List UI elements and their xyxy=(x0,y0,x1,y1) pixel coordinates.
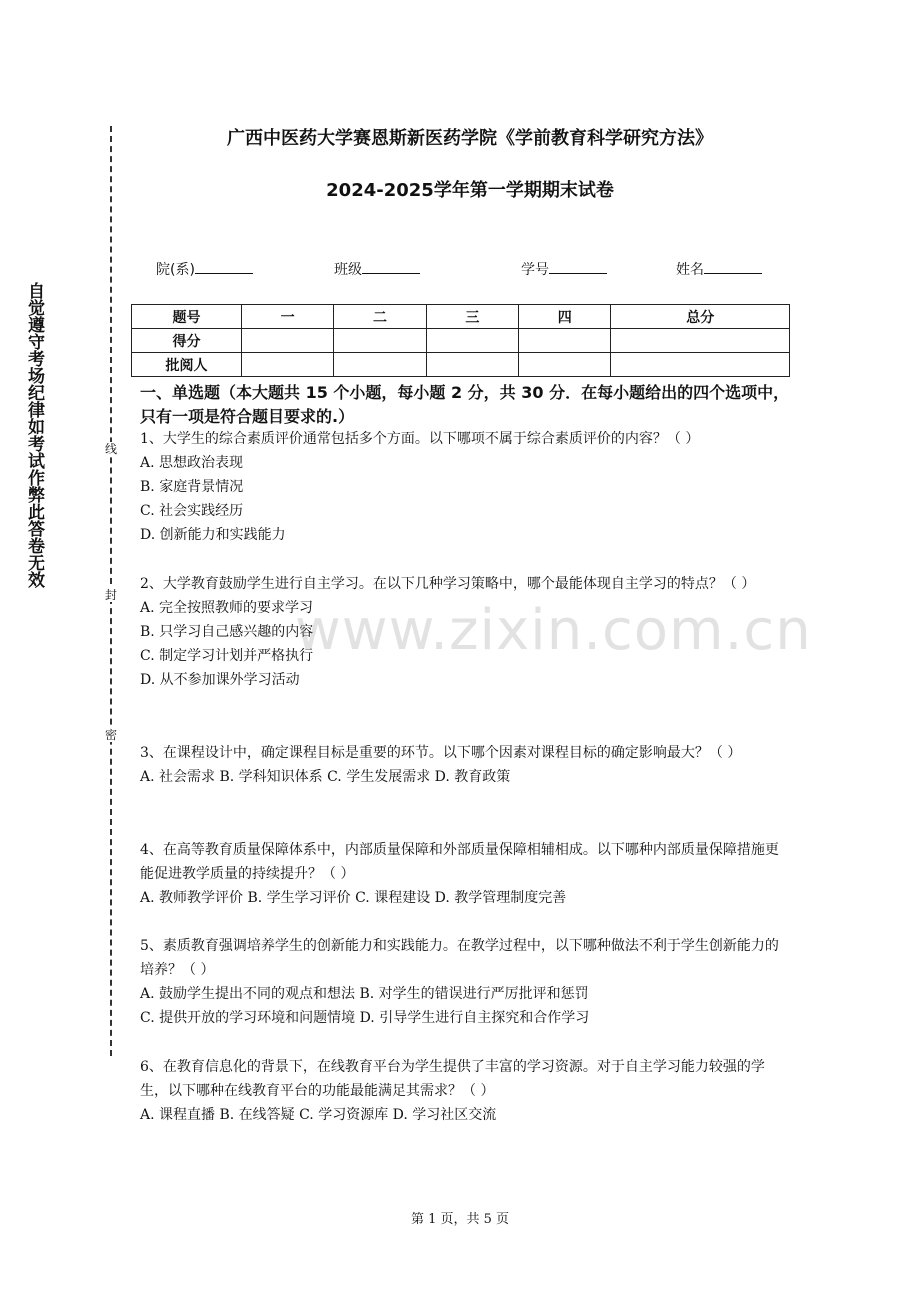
header-cell: 三 xyxy=(426,305,518,329)
question-stem: 3、在课程设计中，确定课程目标是重要的环节。以下哪个因素对课程目标的确定影响最大？（ ） xyxy=(140,745,742,761)
option: C. 提供开放的学习环境和问题情境 D. 引导学生进行自主探究和合作学习 xyxy=(140,1010,590,1026)
exam-discipline-notice: 自觉遵守考场纪律如考试作弊此答卷无效 xyxy=(24,282,44,588)
student-id-field xyxy=(521,259,607,279)
question-6 xyxy=(140,1055,790,1127)
header-cell: 四 xyxy=(519,305,611,329)
score-table-header-row xyxy=(132,305,790,329)
option: A. 完全按照教师的要求学习 xyxy=(140,600,314,616)
reviewer-cell[interactable] xyxy=(519,353,611,377)
question-3 xyxy=(140,741,790,789)
college-blank[interactable] xyxy=(195,259,253,274)
class-blank[interactable] xyxy=(362,259,420,274)
watermark: www.zixin.com.cn xyxy=(295,598,812,663)
section-title: 一、单选题（本大题共 15 个小题，每小题 2 分，共 30 分．在每小题给出的四个选项中，只有一项是符合题目要求的.） xyxy=(140,383,790,426)
option: C. 制定学习计划并严格执行 xyxy=(140,648,314,664)
option: A. 鼓励学生提出不同的观点和想法 B. 对学生的错误进行严厉批评和惩罚 xyxy=(140,986,589,1002)
exam-title-line1: 广西中医药大学赛恩斯新医药学院《学前教育科学研究方法》 xyxy=(227,128,713,149)
college-label: 院(系) xyxy=(156,262,195,278)
exam-title-line2: 2024-2025学年第一学期期末试卷 xyxy=(326,180,614,201)
header-cell: 题号 xyxy=(132,305,242,329)
header-cell: 二 xyxy=(334,305,426,329)
option: B. 只学习自己感兴趣的内容 xyxy=(140,624,314,640)
question-stem: 4、在高等教育质量保障体系中，内部质量保障和外部质量保障相辅相成。以下哪种内部质量保障措施更能促进教学质量的持续提升？（ ） xyxy=(140,842,779,882)
seal-char-seal: 封 xyxy=(104,588,117,602)
class-field xyxy=(334,259,420,279)
score-table xyxy=(131,304,790,377)
page-footer: 第 1 页，共 5 页 xyxy=(410,1212,510,1227)
header-cell: 一 xyxy=(242,305,334,329)
seal-char-secret: 密 xyxy=(104,728,117,742)
name-blank[interactable] xyxy=(704,259,762,274)
score-cell[interactable] xyxy=(242,329,334,353)
name-label: 姓名 xyxy=(676,262,704,278)
option: A. 社会需求 B. 学科知识体系 C. 学生发展需求 D. 教育政策 xyxy=(140,769,511,785)
class-label: 班级 xyxy=(334,262,362,278)
question-stem: 6、在教育信息化的背景下，在线教育平台为学生提供了丰富的学习资源。对于自主学习能力较强的学生，以下哪种在线教育平台的功能最能满足其需求？（ ） xyxy=(140,1059,765,1099)
row-label: 批阅人 xyxy=(132,353,242,377)
option: A. 思想政治表现 xyxy=(140,455,244,471)
option: D. 创新能力和实践能力 xyxy=(140,527,286,543)
reviewer-cell[interactable] xyxy=(334,353,426,377)
college-field xyxy=(156,259,253,279)
question-4 xyxy=(140,838,790,910)
score-cell[interactable] xyxy=(611,329,790,353)
name-field xyxy=(676,259,762,279)
question-stem: 5、素质教育强调培养学生的创新能力和实践能力。在教学过程中，以下哪种做法不利于学生创新能力的培养？（ ） xyxy=(140,938,779,978)
reviewer-cell[interactable] xyxy=(426,353,518,377)
score-cell[interactable] xyxy=(426,329,518,353)
header-cell: 总分 xyxy=(611,305,790,329)
score-cell[interactable] xyxy=(334,329,426,353)
student-id-label: 学号 xyxy=(521,262,549,278)
question-stem: 1、大学生的综合素质评价通常包括多个方面。以下哪项不属于综合素质评价的内容？（ ） xyxy=(140,431,700,447)
score-cell[interactable] xyxy=(519,329,611,353)
question-stem: 2、大学教育鼓励学生进行自主学习。在以下几种学习策略中，哪个最能体现自主学习的特点？（ ） xyxy=(140,576,756,592)
reviewer-cell[interactable] xyxy=(242,353,334,377)
reviewer-cell[interactable] xyxy=(611,353,790,377)
question-1 xyxy=(140,427,790,547)
question-5 xyxy=(140,934,790,1030)
option: B. 家庭背景情况 xyxy=(140,479,244,495)
option: A. 教师教学评价 B. 学生学习评价 C. 课程建设 D. 教学管理制度完善 xyxy=(140,890,567,906)
seal-char-line: 线 xyxy=(104,442,117,456)
row-label: 得分 xyxy=(132,329,242,353)
student-id-blank[interactable] xyxy=(549,259,607,274)
score-row xyxy=(132,329,790,353)
option: A. 课程直播 B. 在线答疑 C. 学习资源库 D. 学习社区交流 xyxy=(140,1107,497,1123)
option: D. 从不参加课外学习活动 xyxy=(140,672,300,688)
reviewer-row xyxy=(132,353,790,377)
option: C. 社会实践经历 xyxy=(140,503,244,519)
